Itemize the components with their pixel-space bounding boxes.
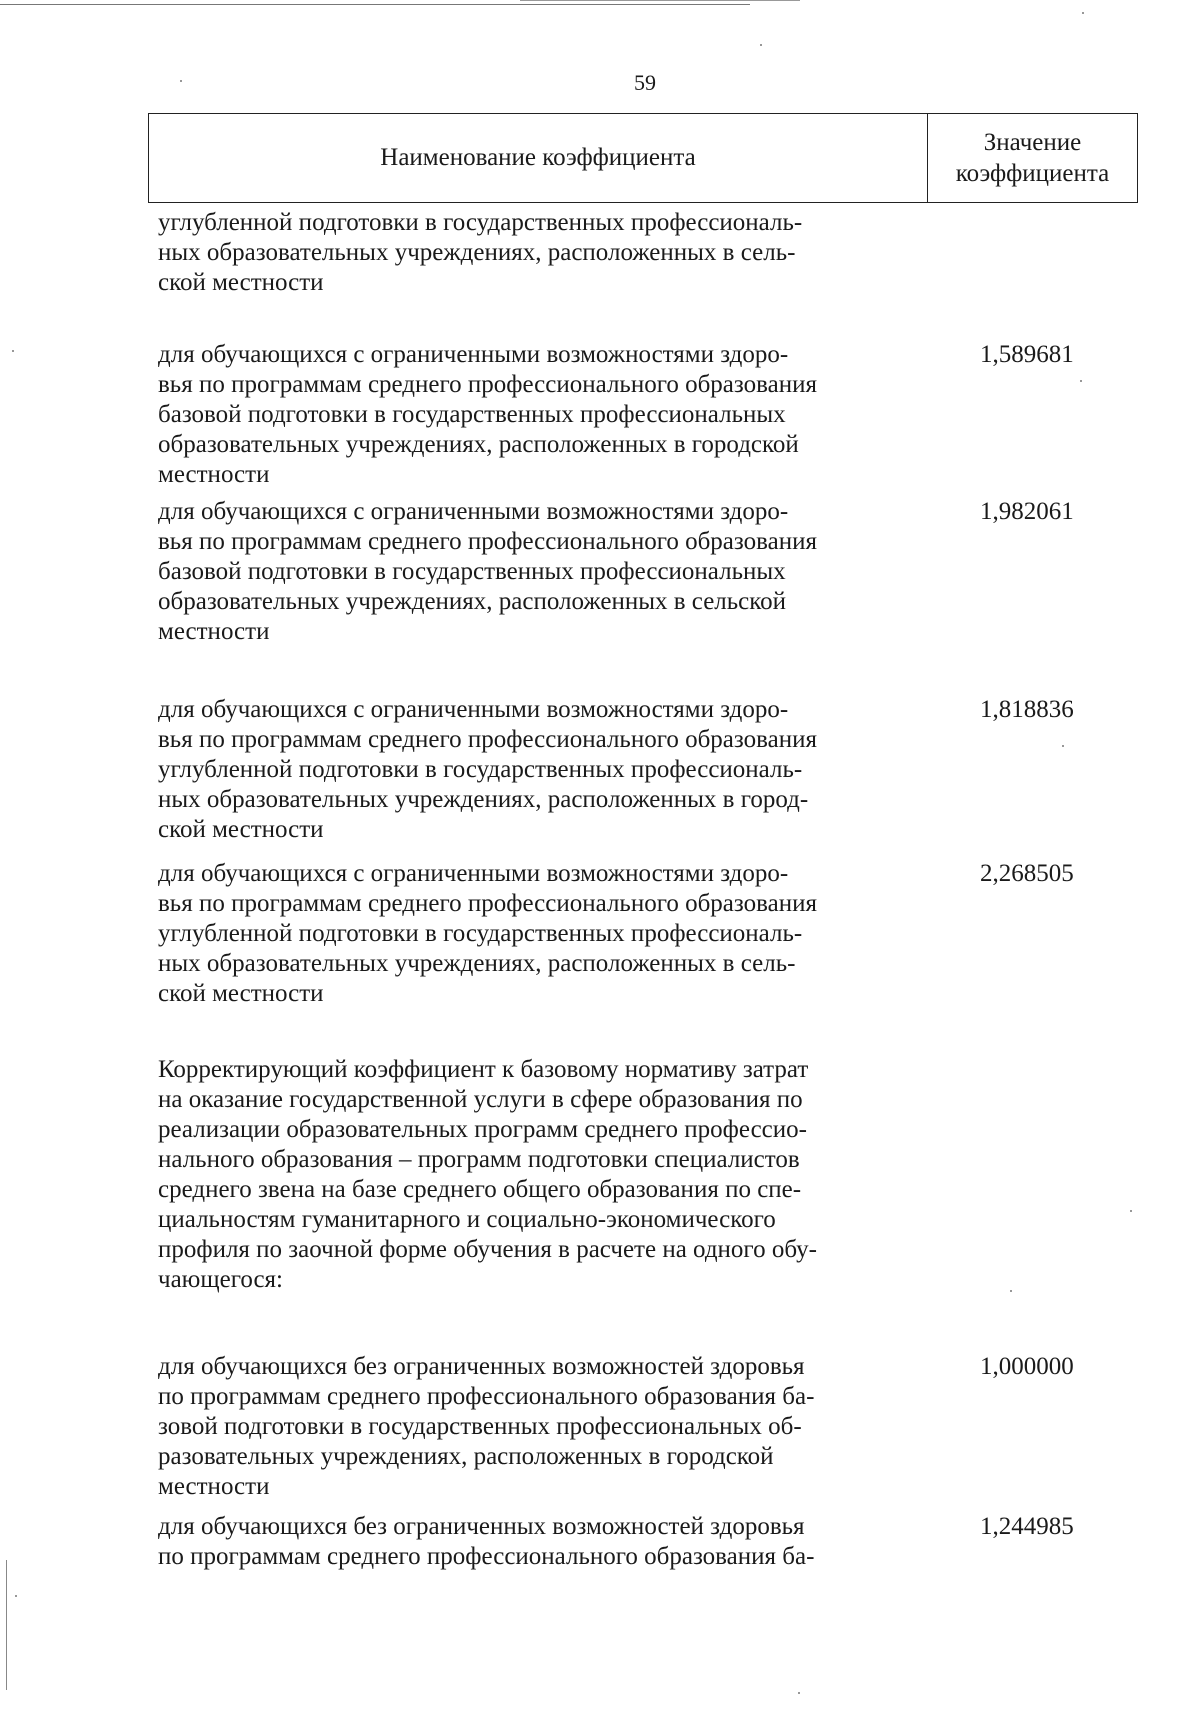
scan-speck	[1062, 745, 1064, 747]
scan-speck	[1130, 1210, 1132, 1212]
scan-speck	[180, 80, 182, 82]
scan-edge-line	[520, 0, 800, 1]
coefficient-value: 1,244985	[980, 1513, 1074, 1540]
coefficient-name: для обучающихся без ограниченных возможностей здоровья по программам среднего профессионального образования ба- зовой подготовки в государственных профессиональных об- разовательных учреждениях, расположенных в городской местности	[158, 1353, 815, 1500]
coefficient-name: для обучающихся с ограниченными возможностями здоро- вья по программам среднего профессионального образования углубленной подготовки в государственных профессиональ- ных образовательных учреждениях, расположенных в сель- ской местности	[158, 860, 817, 1007]
coefficient-value: 1,982061	[980, 498, 1074, 525]
table-row-section	[158, 1055, 918, 1295]
table-row	[158, 695, 918, 845]
coefficient-name: для обучающихся без ограниченных возможностей здоровья по программам среднего профессионального образования ба-	[158, 1513, 815, 1570]
coefficient-value: 1,818836	[980, 696, 1074, 723]
table-row	[158, 497, 918, 647]
coefficient-name: для обучающихся с ограниченными возможностями здоро- вья по программам среднего профессионального образования базовой подготовки в государственных профессиональных образовательных учреждениях, расположенных в городской местности	[158, 341, 817, 488]
column-header-value-label: Значение коэффициента	[955, 129, 1110, 187]
scan-speck	[1080, 380, 1082, 382]
table-row	[158, 340, 918, 490]
scan-edge-line	[6, 1560, 7, 1690]
coefficient-name: для обучающихся с ограниченными возможностями здоро- вья по программам среднего профессионального образования углубленной подготовки в государственных профессиональ- ных образовательных учреждениях, расположенных в город- ской местности	[158, 696, 817, 843]
page-number: 59	[634, 70, 656, 95]
coefficient-value: 2,268505	[980, 860, 1074, 887]
table-row	[158, 208, 918, 298]
coefficient-value: 1,589681	[980, 341, 1074, 368]
scan-speck	[1082, 12, 1084, 14]
table-row	[158, 1352, 918, 1502]
scan-speck	[798, 1692, 800, 1694]
table-row	[158, 859, 918, 1009]
coefficient-name: углубленной подготовки в государственных профессиональ- ных образовательных учреждениях, расположенных в сель- ской местности	[158, 209, 803, 296]
coefficient-section-title: Корректирующий коэффициент к базовому нормативу затрат на оказание государственной услуги в сфере образования по реализации образовательных программ среднего профессио- нального образования – программ подготовки специалистов среднего звена на базе среднего общего образования по спе- циальностям гуманитарного и социально-экономического профиля по заочной форме обучения в расчете на одного обу- чающегося:	[158, 1056, 817, 1293]
scan-speck	[760, 44, 762, 46]
scan-edge-line	[0, 4, 750, 5]
coefficient-name: для обучающихся с ограниченными возможностями здоро- вья по программам среднего профессионального образования базовой подготовки в государственных профессиональных образовательных учреждениях, расположенных в сельской местности	[158, 498, 817, 645]
scan-speck	[15, 1595, 17, 1597]
coefficient-value: 1,000000	[980, 1353, 1074, 1380]
column-header-value	[928, 114, 1137, 202]
scan-speck	[12, 350, 14, 352]
column-header-name: Наименование коэффициента	[149, 114, 928, 202]
scan-speck	[1010, 1290, 1012, 1292]
table-row	[158, 1512, 918, 1572]
table-header	[148, 113, 1138, 203]
